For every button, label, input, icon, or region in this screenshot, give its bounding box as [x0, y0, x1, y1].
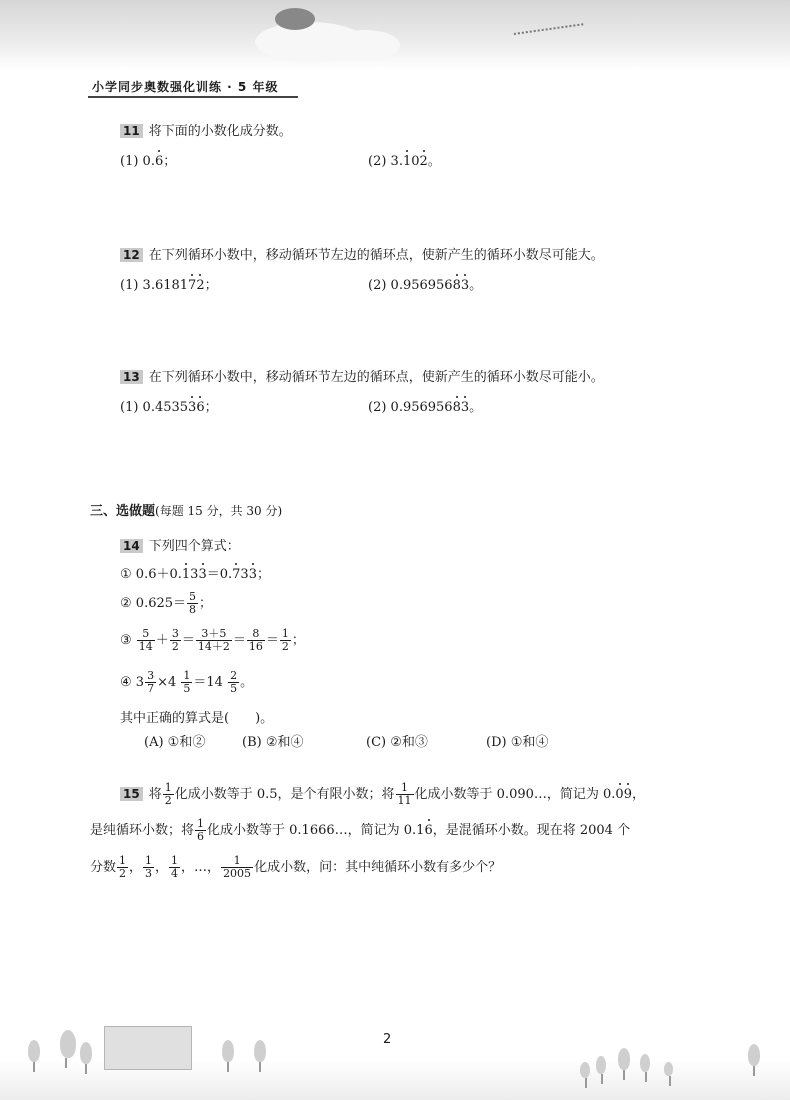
part-label: (1)	[120, 278, 143, 293]
decimal-part: 0.	[142, 154, 155, 169]
question-text: 其中正确的算式是( )。	[120, 711, 274, 726]
section-title: 三、选做题	[90, 504, 156, 519]
numerator: 3＋5	[196, 628, 232, 641]
repeating-digit: 0	[615, 787, 624, 803]
punctuation: ，	[129, 860, 143, 876]
punctuation: ；	[204, 278, 218, 293]
option-d[interactable]: (D) ①和④	[486, 735, 549, 750]
numerator: 5	[189, 590, 197, 603]
tree-icon	[748, 1044, 760, 1076]
operator: ＋	[155, 633, 169, 649]
part-label: (2)	[368, 400, 391, 415]
question-number: 13	[120, 370, 143, 384]
question-text: 将	[148, 787, 162, 803]
repeating-digit: 8	[452, 400, 461, 415]
question-text: 在下列循环小数中，移动循环节左边的循环点，使新产生的循环小数尽可能大。	[148, 248, 604, 263]
operator: ＝	[265, 633, 279, 649]
fraction	[143, 855, 154, 880]
question-12-prompt	[120, 244, 604, 263]
question-14-prompt	[120, 535, 240, 554]
numerator: 1	[145, 854, 153, 867]
header-rule	[88, 96, 298, 98]
equation-3	[120, 628, 305, 653]
repeating-digit: 3	[198, 567, 207, 582]
question-text: 化成小数等于 0.5，是个有限小数；将	[174, 787, 395, 803]
decimal-part: 0.956956	[390, 278, 453, 293]
part-label: (1)	[120, 154, 143, 169]
question-11-part-1	[120, 150, 176, 169]
question-15-line-1	[120, 782, 645, 807]
denominator: 4	[171, 867, 179, 881]
tree-icon	[618, 1048, 630, 1080]
punctuation: ；	[163, 154, 177, 169]
numerator: 1	[171, 854, 179, 867]
equation-marker: ①	[120, 567, 132, 582]
expression: 0.625＝	[135, 596, 187, 612]
expression: 3	[240, 567, 249, 582]
numerator: 1	[164, 781, 172, 794]
tree-icon	[222, 1040, 234, 1072]
question-12-part-1	[120, 274, 218, 293]
denominator: 8	[189, 603, 197, 617]
fraction	[195, 818, 206, 843]
repeating-digit: 7	[232, 567, 241, 582]
equation-1	[120, 563, 270, 582]
fraction	[221, 855, 253, 880]
repeating-digit: 2	[196, 278, 205, 293]
numerator: 2	[230, 669, 238, 682]
denominator: 2	[281, 640, 289, 654]
option-c[interactable]: (C) ②和③	[366, 735, 428, 750]
question-number: 11	[120, 124, 143, 138]
page-number: 2	[383, 1032, 392, 1047]
question-15-line-2	[90, 818, 630, 843]
fraction	[117, 855, 128, 880]
decimal-part: 0.956956	[390, 400, 453, 415]
option-b[interactable]: (B) ②和④	[242, 735, 304, 750]
fraction	[145, 670, 156, 695]
expression: ×4	[157, 675, 177, 691]
expression: 3	[190, 567, 199, 582]
question-number: 15	[120, 787, 143, 801]
repeating-digit: 7	[188, 278, 197, 293]
repeating-digit: 3	[460, 400, 470, 415]
question-11-part-2	[368, 150, 441, 169]
equation-2	[120, 591, 212, 616]
question-text: 化成小数，问：其中纯循环小数有多少个？	[254, 860, 502, 876]
numerator: 1	[197, 817, 205, 830]
punctuation: ，	[155, 860, 169, 876]
fraction	[163, 782, 174, 807]
question-text: 在下列循环小数中，移动循环节左边的循环点，使新产生的循环小数尽可能小。	[148, 370, 604, 385]
equation-marker: ②	[120, 596, 132, 612]
houses-illustration	[104, 1026, 192, 1070]
repeating-digit: 6	[196, 400, 205, 415]
numerator: 1	[281, 627, 289, 640]
question-15-line-3	[90, 855, 501, 880]
numerator: 1	[119, 854, 127, 867]
decimal-part: 3.6181	[142, 278, 189, 293]
cloud-decoration	[330, 30, 400, 60]
repeating-digit: 3	[248, 567, 257, 582]
equation-4	[120, 670, 253, 695]
question-text: 下列四个算式：	[148, 539, 240, 554]
repeating-digit: 1	[402, 154, 412, 169]
expression: ＝14	[193, 675, 223, 691]
question-text: 将下面的小数化成分数。	[148, 124, 292, 139]
denominator: 6	[197, 830, 205, 844]
tree-icon	[640, 1054, 650, 1082]
fraction	[196, 628, 232, 653]
decimal-part: 0.4535	[142, 400, 189, 415]
answer-options	[144, 731, 548, 750]
denominator: 14＋2	[197, 640, 230, 654]
denominator: 5	[230, 682, 238, 696]
question-text: ，是混循环小数。现在将 2004 个	[432, 823, 631, 839]
operator: ＝	[232, 633, 246, 649]
repeating-digit: 8	[452, 278, 461, 293]
expression: 0.6＋0.	[135, 567, 182, 582]
question-13-part-2	[368, 396, 482, 415]
fraction	[396, 782, 414, 807]
repeating-digit: 3	[188, 400, 197, 415]
denominator: 2	[164, 794, 172, 808]
equation-marker: ③	[120, 633, 132, 649]
punctuation: ；	[204, 400, 218, 415]
punctuation: 。	[240, 675, 254, 691]
numerator: 1	[396, 782, 414, 795]
denominator: 16	[248, 640, 263, 654]
fraction	[280, 628, 291, 653]
tree-icon	[664, 1062, 673, 1086]
tree-icon	[80, 1042, 92, 1074]
tree-icon	[596, 1056, 606, 1084]
punctuation: ；	[291, 633, 305, 649]
child-on-cloud-illustration	[275, 8, 315, 30]
fraction	[137, 628, 155, 653]
equation-marker: ④	[120, 675, 132, 691]
repeating-digit: 6	[154, 154, 164, 169]
section-score-note: (每题 15 分，共 30 分)	[155, 504, 283, 518]
denominator: 11	[397, 794, 412, 808]
question-number: 12	[120, 248, 143, 262]
numerator: 1	[221, 855, 253, 868]
denominator: 2	[171, 640, 179, 654]
question-text: 化成小数等于 0.090…，简记为 0.	[414, 787, 616, 803]
repeating-digit: 1	[181, 567, 191, 582]
denominator: 14	[138, 640, 153, 654]
header-decoration	[0, 0, 790, 70]
denominator: 3	[145, 867, 153, 881]
numerator: 1	[183, 669, 191, 682]
punctuation: ；	[256, 567, 270, 582]
running-header: 小学同步奥数强化训练 · 5 年级	[92, 80, 279, 94]
numerator: 8	[247, 628, 265, 641]
tree-icon	[254, 1040, 266, 1072]
punctuation: 。	[469, 278, 483, 293]
numerator: 3	[147, 669, 155, 682]
fraction	[169, 855, 180, 880]
tree-icon	[28, 1040, 40, 1072]
denominator: 2	[119, 867, 127, 881]
repeating-digit: 2	[419, 154, 428, 169]
fraction	[247, 628, 265, 653]
question-number: 14	[120, 539, 143, 553]
punctuation: ；	[199, 596, 213, 612]
numerator: 3	[171, 627, 179, 640]
question-text: 化成小数等于 0.1666…，简记为 0.1	[207, 823, 425, 839]
question-13-part-1	[120, 396, 218, 415]
denominator: 5	[183, 682, 191, 696]
part-label: (1)	[120, 400, 143, 415]
repeating-digit: 6	[424, 823, 433, 839]
decimal-part: 3.	[390, 154, 403, 169]
part-label: (2)	[368, 154, 391, 169]
tree-icon	[60, 1030, 76, 1068]
question-13-prompt	[120, 366, 604, 385]
fraction	[228, 670, 239, 695]
fraction	[187, 591, 198, 616]
fraction	[170, 628, 181, 653]
tree-icon	[580, 1062, 590, 1088]
punctuation: ，…，	[181, 860, 221, 876]
section-heading	[90, 500, 282, 519]
expression: ＝0.	[206, 567, 233, 582]
punctuation: 。	[427, 154, 441, 169]
numerator: 5	[137, 628, 155, 641]
punctuation: 。	[469, 400, 483, 415]
repeating-digit: 9	[623, 787, 632, 803]
repeating-digit: 3	[460, 278, 470, 293]
fraction	[181, 670, 192, 695]
question-text: 是纯循环小数；将	[90, 823, 195, 839]
operator: ＝	[181, 633, 195, 649]
part-label: (2)	[368, 278, 391, 293]
question-text: 分数	[90, 860, 117, 876]
punctuation: ，	[631, 787, 645, 803]
decimal-part: 0	[411, 154, 420, 169]
denominator: 7	[147, 682, 155, 696]
question-14-ask	[120, 707, 273, 726]
whole-number: 3	[135, 675, 145, 691]
question-11-prompt	[120, 120, 292, 139]
option-a[interactable]: (A) ①和②	[144, 735, 206, 750]
question-12-part-2	[368, 274, 482, 293]
denominator: 2005	[223, 867, 252, 881]
